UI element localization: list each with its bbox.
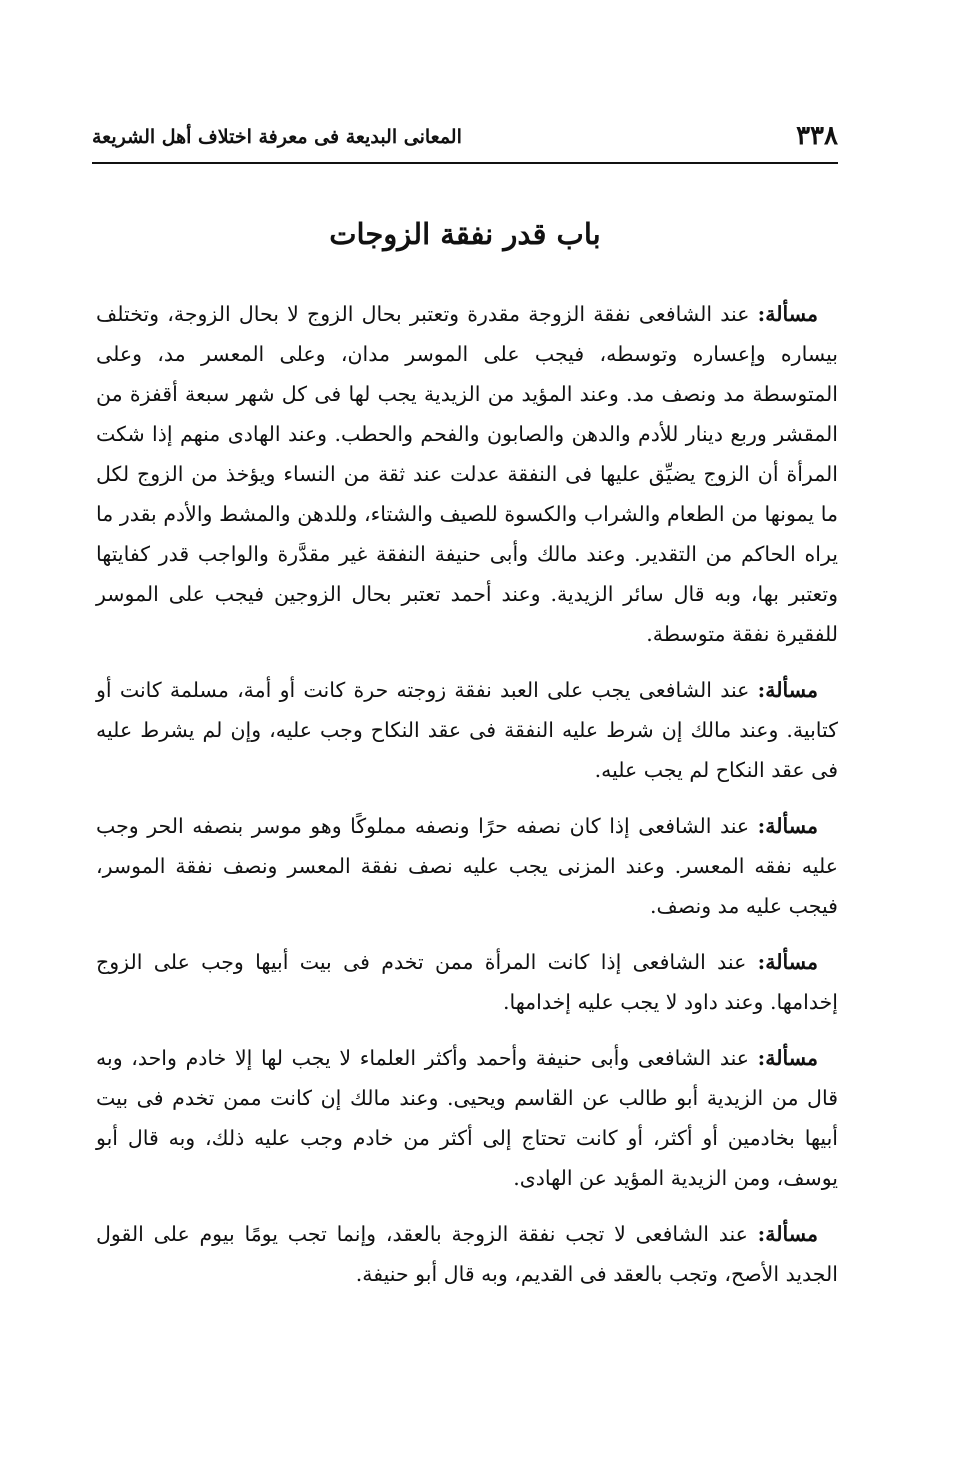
body-text: [96, 294, 838, 1310]
issue-label: مسألة:: [757, 302, 818, 326]
paragraph-text: عند الشافعى يجب على العبد نفقة زوجته حرة كانت أو أمة، مسلمة كانت أو كتابية. وعند مالك إن شرط عليه النفقة فى عقد النكاح وجب عليه، وإن لم يشرط عليه فى عقد النكاح لم يجب عليه.: [96, 678, 838, 782]
issue-label: مسألة:: [757, 814, 818, 838]
paragraph-text: عند الشافعى وأبى حنيفة وأحمد وأكثر العلماء لا يجب لها إلا خادم واحد، وبه قال من الزيدية أبو طالب عن القاسم ويحيى. وعند مالك إن كانت ممن تخدم فى بيت أبيها بخادمين أو أكثر، أو كانت تحتاج إلى أكثر من خادم وجب عليه ذلك، وبه قال أبو يوسف، ومن الزيدية المؤيد عن الهادى.: [96, 1046, 838, 1190]
paragraph-text: عند الشافعى إذا كان نصفه حرًا ونصفه مملوكًا وهو موسر بنصفه الحر وجب عليه نفقه المعسر. وعند المزنى يجب عليه نصف نفقة المعسر ونصف نفقة الموسر، فيجب عليه مد ونصف.: [96, 814, 838, 918]
paragraph-text: عند الشافعى إذا كانت المرأة ممن تخدم فى بيت أبيها وجب على الزوج إخدامها. وعند داود لا يجب عليه إخدامها.: [96, 950, 838, 1014]
paragraph-text: عند الشافعى لا تجب نفقة الزوجة بالعقد، وإنما تجب يومًا بيوم على القول الجديد الأصح، وتجب بالعقد فى القديم، وبه قال أبو حنيفة.: [96, 1222, 838, 1286]
paragraph: [96, 1038, 838, 1198]
paragraph: [96, 806, 838, 926]
page-number: ٣٣٨: [796, 121, 838, 151]
paragraph: [96, 942, 838, 1022]
paragraph: [96, 670, 838, 790]
chapter-title: باب قدر نفقة الزوجات: [329, 217, 601, 251]
issue-label: مسألة:: [757, 1222, 818, 1246]
book-title: المعانى البديعة فى معرفة اختلاف أهل الشريعة: [92, 126, 462, 148]
paragraph: [96, 294, 838, 654]
running-header: [92, 118, 838, 158]
issue-label: مسألة:: [757, 950, 818, 974]
header-divider: [92, 162, 838, 164]
paragraph-text: عند الشافعى نفقة الزوجة مقدرة وتعتبر بحال الزوج لا بحال الزوجة، وتختلف بيساره وإعساره وتوسطه، فيجب على الموسر مدان، وعلى المعسر مد، وعلى المتوسطة مد ونصف مد. وعند المؤيد من الزيدية يجب لها فى كل شهر سبعة أقفزة من المقشر وربع دينار للأدم والدهن والصابون والفحم والحطب. وعند الهادى منهم إذا شكت المرأة أن الزوج يضيِّق عليها فى النفقة عدلت عند ثقة من النساء ويؤخذ من الزوج لكل ما يمونها من الطعام والشراب والكسوة للصيف والشتاء، وللدهن والمشط والأدم بقدر ما يراه الحاكم من التقدير. وعند مالك وأبى حنيفة النفقة غير مقدَّرة والواجب قدر كفايتها وتعتبر بها، وبه قال سائر الزيدية. وعند أحمد تعتبر بحال الزوجين فيجب على الموسر للفقيرة نفقة متوسطة.: [96, 302, 838, 646]
issue-label: مسألة:: [757, 1046, 818, 1070]
paragraph: [96, 1214, 838, 1294]
issue-label: مسألة:: [757, 678, 818, 702]
